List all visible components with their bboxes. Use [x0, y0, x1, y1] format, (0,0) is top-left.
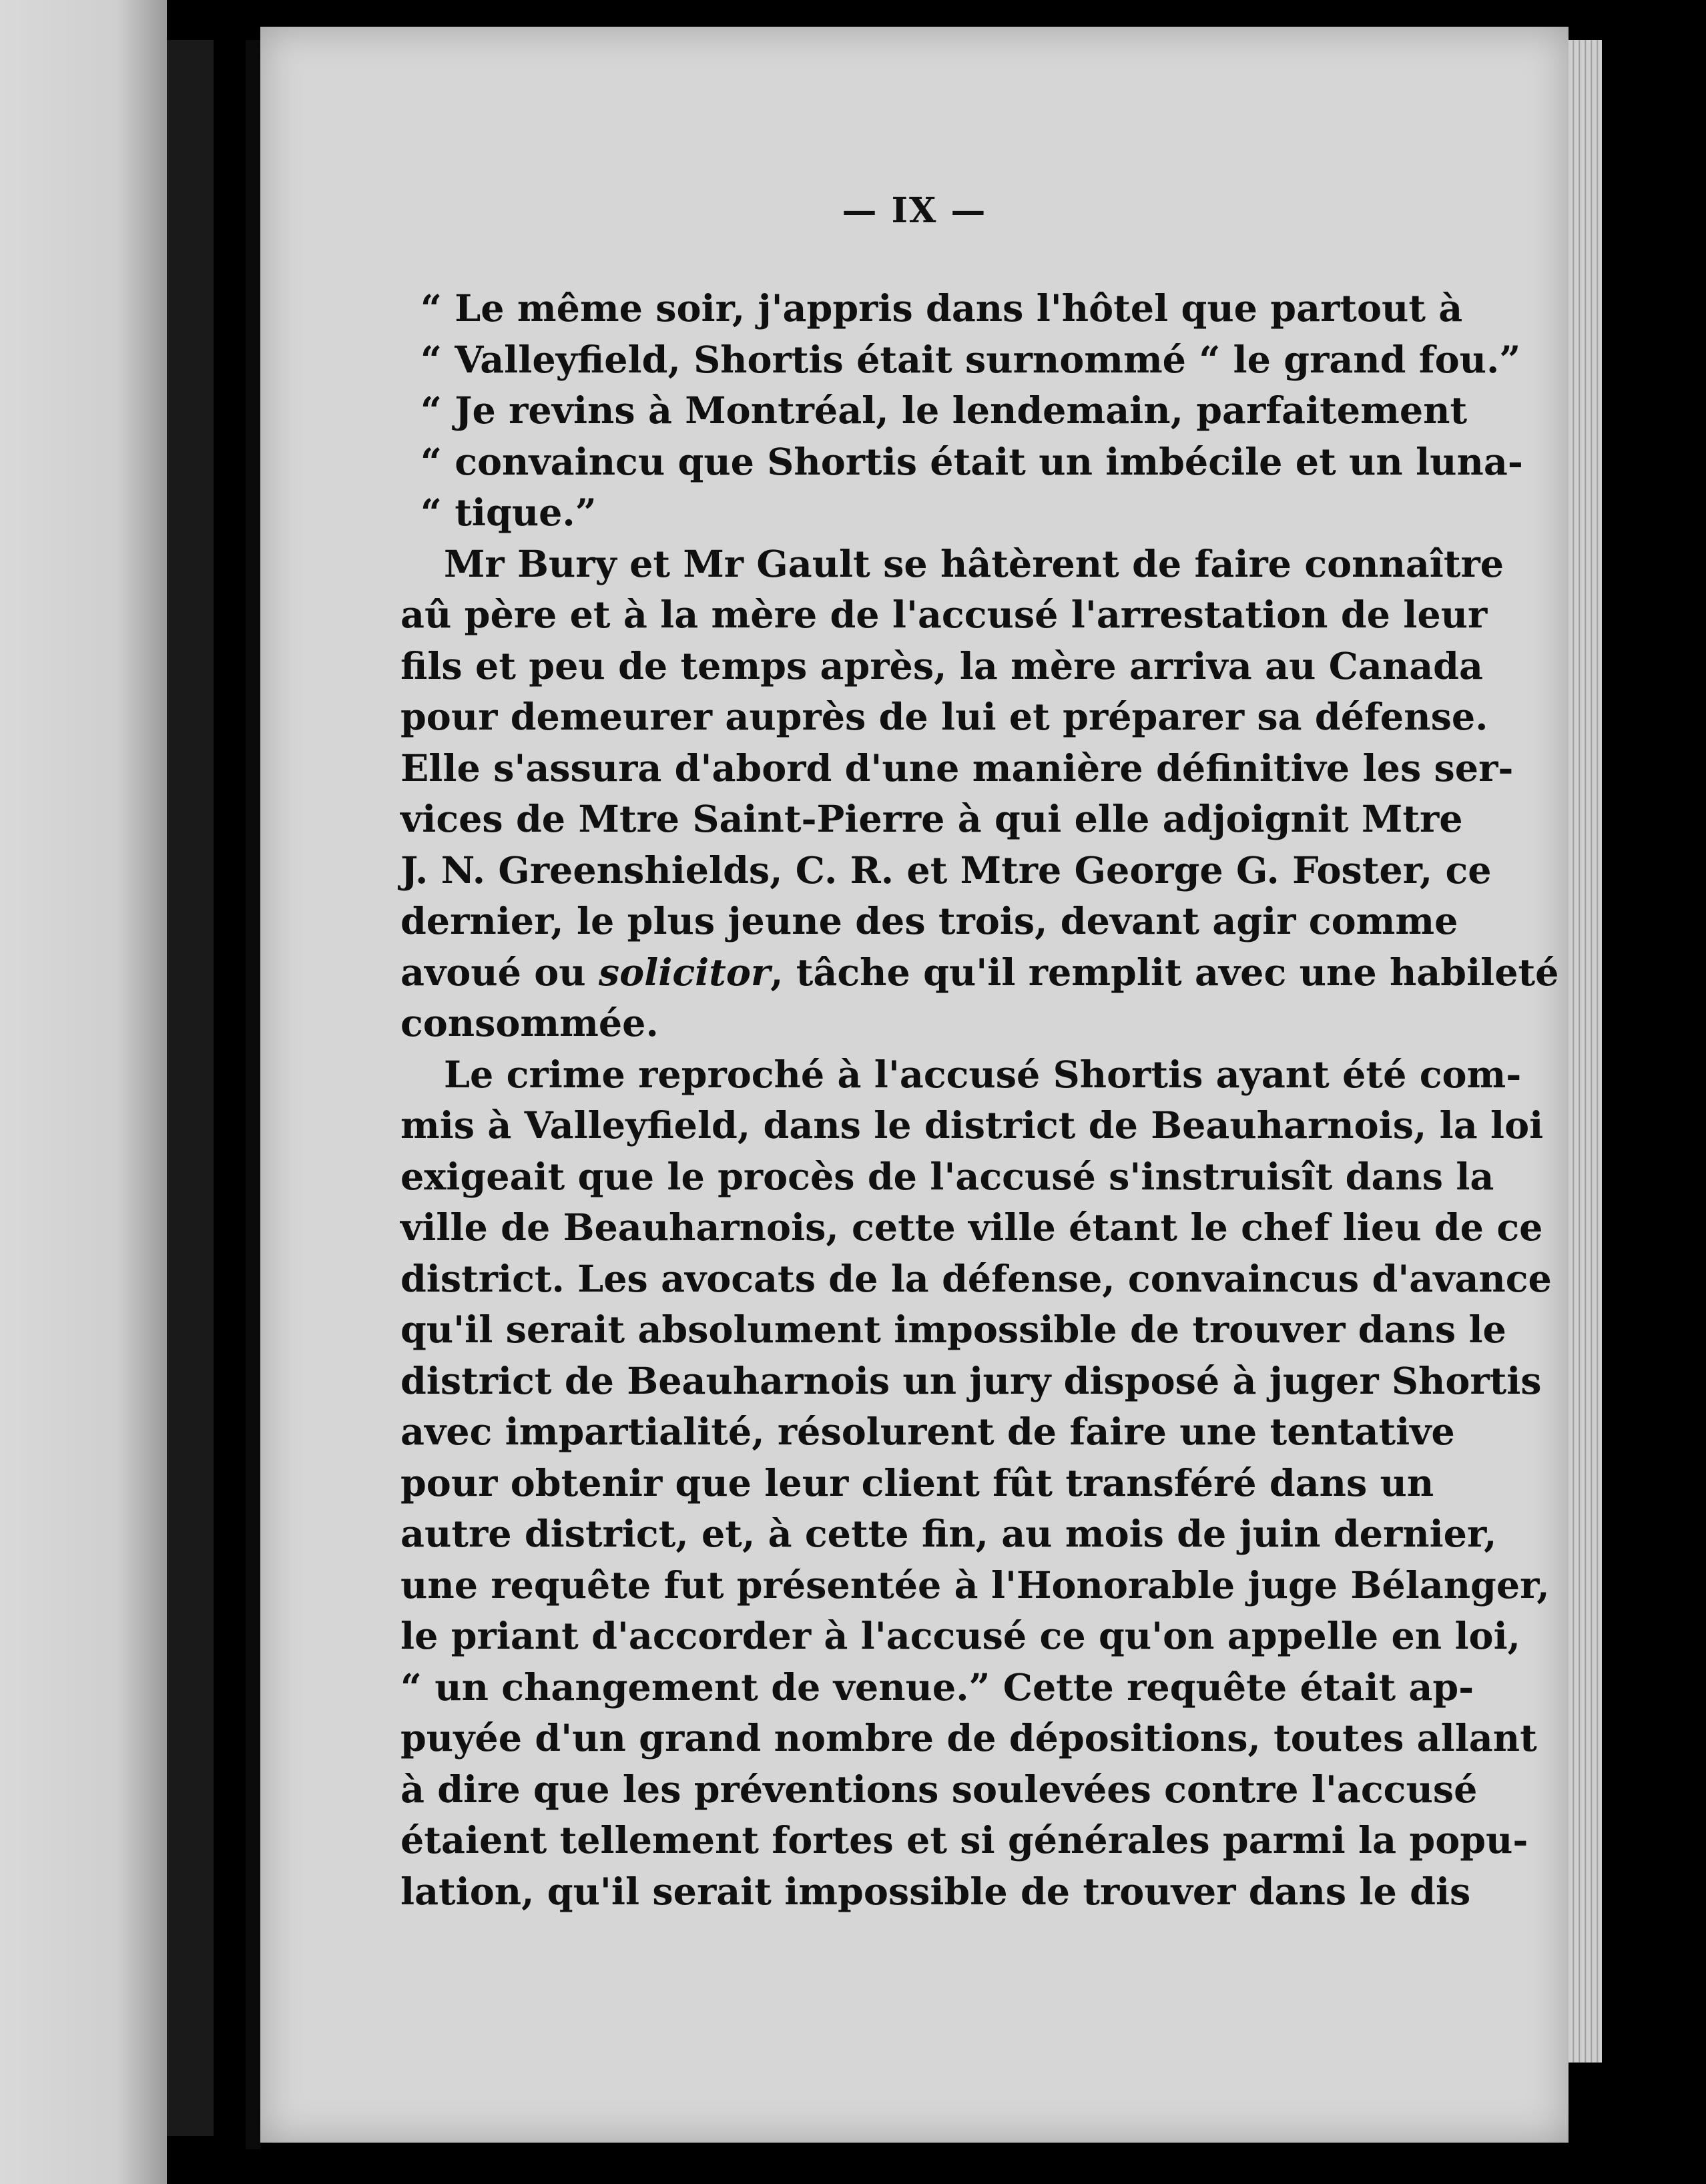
text-line: “ Je revins à Montréal, le lendemain, parfaitement [420, 389, 1468, 433]
text-line: “ un changement de venue.” Cette requête était ap- [400, 1665, 1474, 1709]
text-line: exigeait que le procès de l'accusé s'instruisît dans la [400, 1155, 1494, 1199]
text-line: dernier, le plus jeune des trois, devant agir comme [400, 900, 1458, 943]
italic-term: solicitor [598, 950, 771, 995]
text-line: J. N. Greenshields, C. R. et Mtre George G. Foster, ce [400, 848, 1492, 892]
text-line: puyée d'un grand nombre de dépositions, toutes allant [400, 1717, 1537, 1760]
text-line: étaient tellement fortes et si générales parmi la popu- [400, 1819, 1528, 1862]
text-line: ville de Beauharnois, cette ville étant le chef lieu de ce [400, 1206, 1543, 1250]
text-line: pour demeurer auprès de lui et préparer sa défense. [400, 696, 1488, 739]
text-line: avec impartialité, résolurent de faire une tentative [400, 1410, 1455, 1454]
left-facing-page [0, 0, 167, 2184]
text-line: “ tique.” [420, 491, 597, 535]
text-line: “ Le même soir, j'appris dans l'hôtel que partout à [420, 287, 1463, 330]
text-line: à dire que les préventions soulevées contre l'accusé [400, 1767, 1478, 1812]
book-gutter [167, 40, 214, 2136]
text-line: vices de Mtre Saint-Pierre à qui elle adjoignit Mtre [400, 798, 1463, 841]
text-line: lation, qu'il serait impossible de trouver dans le dis [400, 1870, 1471, 1914]
text-line: district. Les avocats de la défense, convaincus d'avance [400, 1257, 1552, 1301]
text-line: Elle s'assura d'abord d'une manière définitive les ser- [400, 746, 1514, 790]
page-number-header: — IX — [842, 190, 987, 231]
text-line: autre district, et, à cette fin, au mois de juin dernier, [400, 1513, 1497, 1556]
text-line: district de Beauharnois un jury disposé à juger Shortis [400, 1359, 1542, 1403]
text-line: aû père et à la mère de l'accusé l'arrestation de leur [400, 593, 1488, 637]
text-line: le priant d'accorder à l'accusé ce qu'on appelle en loi, [400, 1615, 1520, 1658]
text-line: “ Valleyfield, Shortis était surnommé “ le grand fou.” [420, 338, 1521, 382]
text-line: Le crime reproché à l'accusé Shortis ayant été com- [444, 1053, 1522, 1097]
page-edges [1569, 40, 1602, 2063]
page-body [400, 284, 1559, 1918]
text-line-with-italic [400, 948, 1559, 999]
text-line: fils et peu de temps après, la mère arriva au Canada [400, 644, 1483, 688]
text-segment: , tâche qu'il remplit avec une habileté [770, 950, 1559, 995]
text-segment: avoué ou [400, 950, 599, 995]
book-spine-shadow [246, 40, 260, 2149]
text-line: “ convaincu que Shortis était un imbécile et un luna- [420, 440, 1523, 484]
text-line: consommée. [400, 1002, 659, 1045]
text-line: mis à Valleyfield, dans le district de Beauharnois, la loi [400, 1104, 1544, 1147]
text-line: pour obtenir que leur client fût transféré dans un [400, 1461, 1434, 1505]
text-line: qu'il serait absolument impossible de trouver dans le [400, 1308, 1506, 1352]
text-line: une requête fut présentée à l'Honorable juge Bélanger, [400, 1563, 1550, 1607]
text-line: Mr Bury et Mr Gault se hâtèrent de faire connaître [444, 542, 1504, 586]
